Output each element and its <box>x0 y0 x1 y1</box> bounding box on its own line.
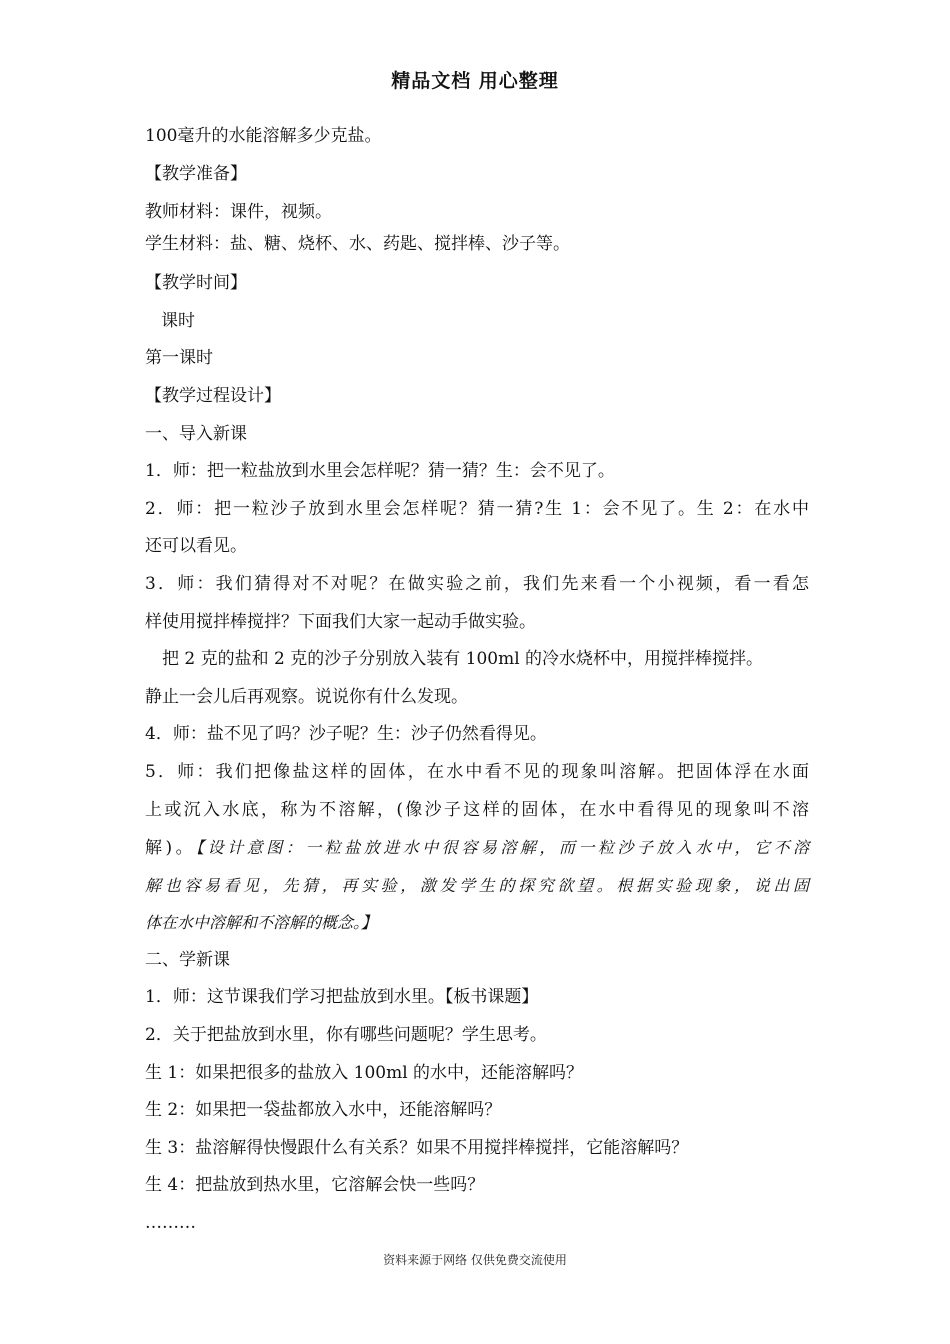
paragraph-line: 还可以看见。 <box>145 536 247 557</box>
design-intent-text: 【设计意图：一粒盐放进水中很容易溶解，而一粒沙子放入水中，它不溶 <box>196 838 809 858</box>
text-line: 第一课时 <box>145 348 213 369</box>
section-heading-prep: 【教学准备】 <box>145 163 247 184</box>
section-title-2: 二、学新课 <box>145 949 230 970</box>
paragraph-line: 样使用搅拌棒搅拌？下面我们大家一起动手做实验。 <box>145 611 536 632</box>
student-question: 生 3：盐溶解得快慢跟什么有关系？如果不用搅拌棒搅拌，它能溶解吗？ <box>145 1137 689 1158</box>
paragraph-line: 4．师：盐不见了吗？沙子呢？生：沙子仍然看得见。 <box>145 724 547 745</box>
paragraph-line: 1．师：把一粒盐放到水里会怎样呢？猜一猜？生：会不见了。 <box>145 461 615 482</box>
paragraph-line: 2．师：把一粒沙子放到水里会怎样呢？猜一猜?生 1：会不见了。生 2：在水中 <box>145 498 809 519</box>
design-intent-text: 体在水中溶解和不溶解的概念。】 <box>145 913 378 933</box>
text-line: 100毫升的水能溶解多少克盐。 <box>145 126 382 146</box>
paragraph-line: 上或沉入水底，称为不溶解，(像沙子这样的固体，在水中看得见的现象叫不溶 <box>145 799 809 820</box>
student-question: 生 4：把盐放到热水里，它溶解会快一些吗？ <box>145 1175 485 1196</box>
paragraph-line: 把 2 克的盐和 2 克的沙子分别放入装有 100ml 的冷水烧杯中，用搅拌棒搅拌。 <box>162 649 764 670</box>
paragraph-line: 静止一会儿后再观察。说说你有什么发现。 <box>145 686 468 707</box>
text-line: 学生材料：盐、糖、烧杯、水、药匙、搅拌棒、沙子等。 <box>145 234 570 255</box>
page-footer: 资料来源于网络 仅供免费交流使用 <box>383 1253 567 1267</box>
section-title-1: 一、导入新课 <box>145 423 247 444</box>
text-line: 课时 <box>161 310 195 331</box>
document-body <box>145 118 809 1243</box>
paragraph-line: 1．师：这节课我们学习把盐放到水里。【板书课题】 <box>145 987 539 1008</box>
paragraph-line: 5．师：我们把像盐这样的固体，在水中看不见的现象叫溶解。把固体浮在水面 <box>145 761 809 782</box>
page-header: 精品文档 用心整理 <box>391 70 559 92</box>
student-question: 生 2：如果把一袋盐都放入水中，还能溶解吗？ <box>145 1100 502 1121</box>
section-heading-time: 【教学时间】 <box>145 273 247 294</box>
text-line: 教师材料：课件，视频。 <box>145 202 332 223</box>
section-heading-process: 【教学过程设计】 <box>145 385 281 406</box>
design-intent-text: 解也容易看见，先猜，再实验，激发学生的探究欲望。根据实验现象，说出固 <box>145 875 809 895</box>
student-question: 生 1：如果把很多的盐放入 100ml 的水中，还能溶解吗？ <box>145 1062 584 1083</box>
paragraph-line: 2．关于把盐放到水里，你有哪些问题呢？学生思考。 <box>145 1025 547 1046</box>
paragraph-line: 3．师：我们猜得对不对呢？在做实验之前，我们先来看一个小视频，看一看怎 <box>145 573 809 594</box>
ellipsis: ……… <box>145 1213 196 1234</box>
paragraph-fragment: 解)。 <box>145 838 197 859</box>
paragraph-line <box>145 829 809 867</box>
